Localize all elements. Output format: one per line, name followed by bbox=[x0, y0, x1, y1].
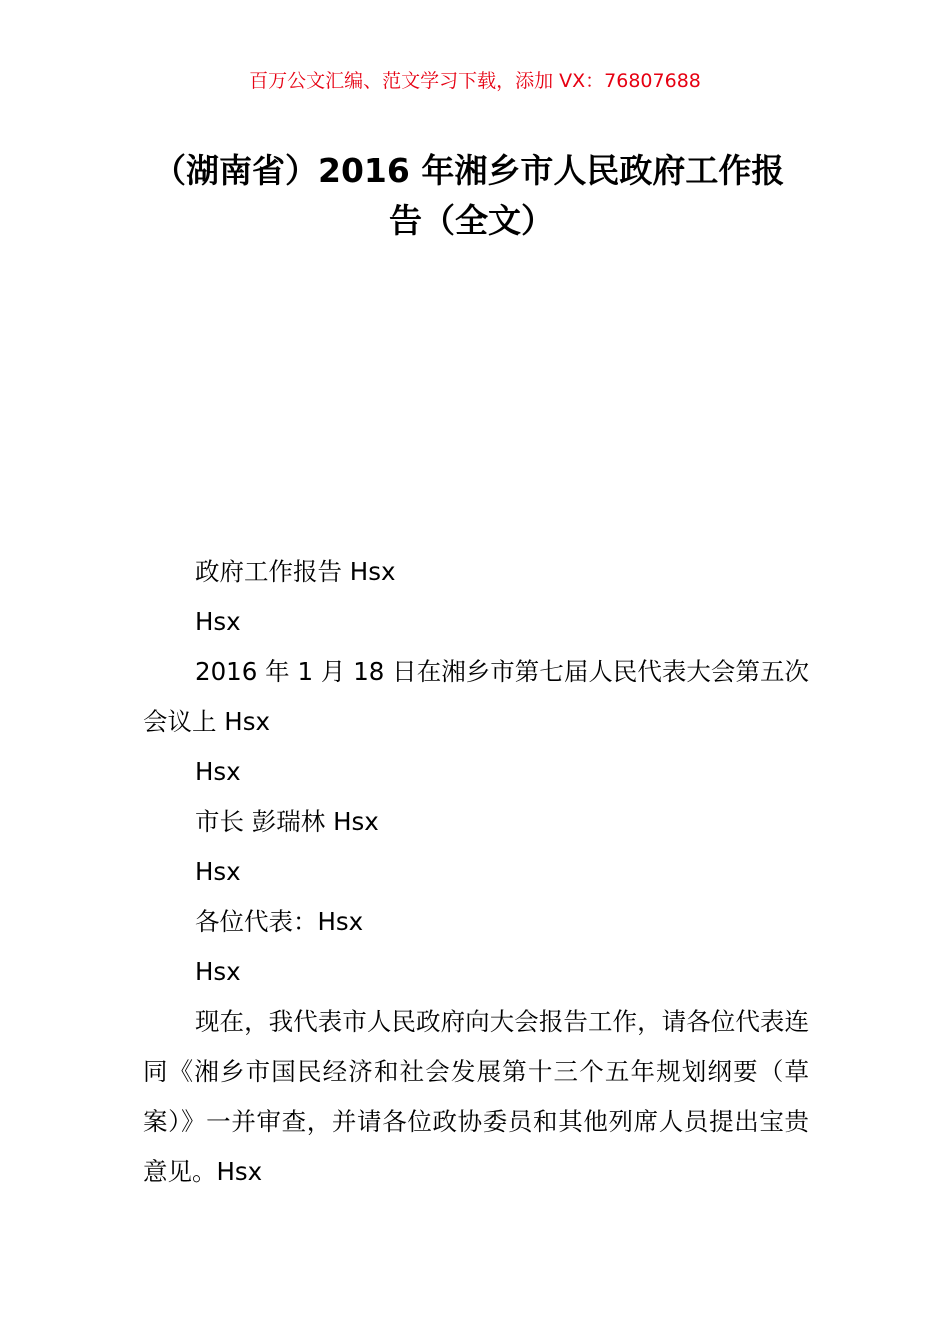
paragraph: Hsx bbox=[195, 957, 241, 986]
title-line-2: 告（全文） bbox=[389, 201, 554, 240]
header-note: 百万公文汇编、范文学习下载，添加 VX：76807688 bbox=[249, 70, 701, 92]
title-line-1: （湖南省）2016 年湘乡市人民政府工作报 bbox=[153, 151, 785, 190]
paragraph-meeting-info: 2016 年 1 月 18 日在湘乡市第七届人民代表大会第五次会议上 Hsx bbox=[143, 657, 809, 736]
paragraph-salutation: 各位代表：Hsx bbox=[195, 907, 364, 936]
paragraph-report-name: 政府工作报告 Hsx bbox=[195, 557, 396, 586]
document-title bbox=[145, 146, 810, 246]
paragraph: Hsx bbox=[195, 757, 241, 786]
paragraph: Hsx bbox=[195, 857, 241, 886]
paragraph: Hsx bbox=[195, 607, 241, 636]
document-body bbox=[143, 547, 809, 1197]
paragraph-opening: 现在，我代表市人民政府向大会报告工作，请各位代表连同《湘乡市国民经济和社会发展第十三个五年规划纲要（草案）》一并审查，并请各位政协委员和其他列席人员提出宝贵意见。Hsx bbox=[143, 1007, 809, 1186]
paragraph-mayor: 市长 彭瑞林 Hsx bbox=[195, 807, 379, 836]
